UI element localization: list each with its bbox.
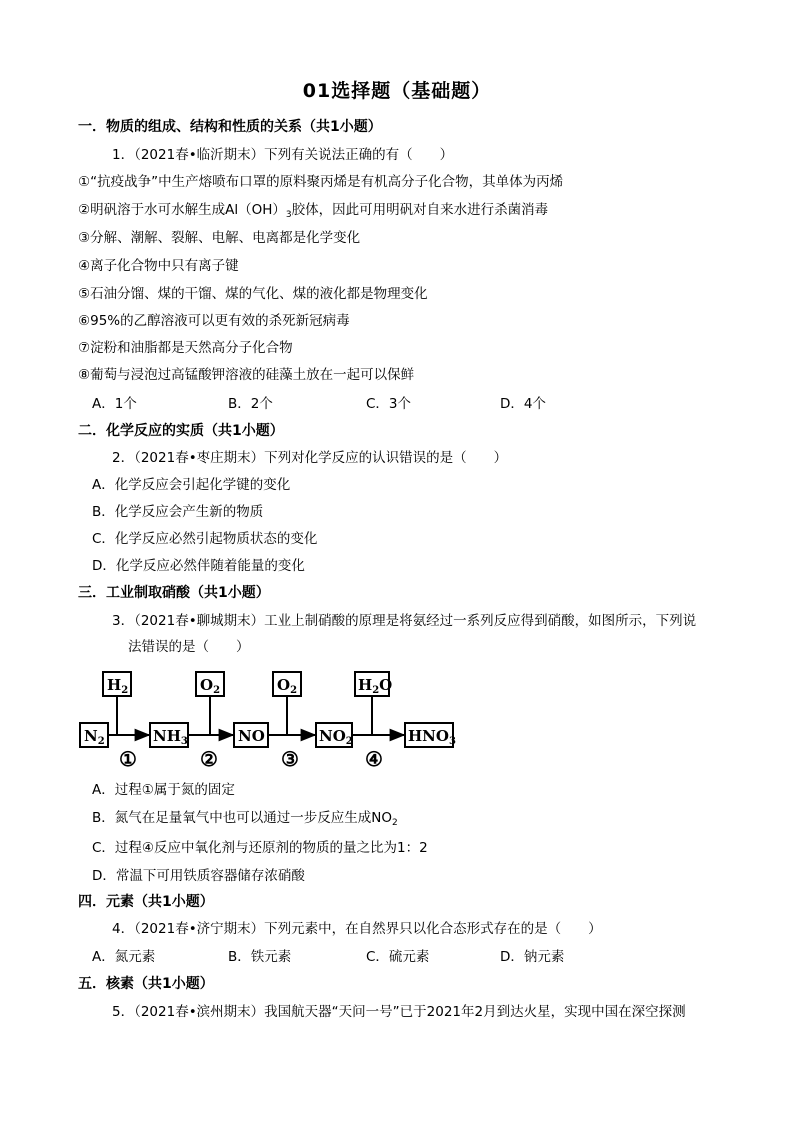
q1-item-2: ②明矾溶于水可水解生成$Al(OH)_3$胶体，因此可用明矾对自来水进行杀菌消毒	[78, 202, 549, 220]
step-4-label: ④	[365, 747, 383, 771]
q1-item-8: ⑧葡萄与浸泡过高锰酸钾溶液的硅藻土放在一起可以保鲜	[78, 367, 415, 383]
q1-option-b[interactable]: B．2个	[228, 396, 273, 412]
q4-option-a[interactable]: A．氮元素	[92, 949, 156, 965]
section-heading-4: 四．元素（共1小题）	[78, 894, 214, 910]
q1-item-6: ⑥95%的乙醇溶液可以更有效的杀死新冠病毒	[78, 313, 350, 329]
q1-item-5: ⑤石油分馏、煤的干馏、煤的气化、煤的液化都是物理变化	[78, 286, 428, 302]
no-label: NO	[238, 727, 265, 745]
q1-option-d[interactable]: D．4个	[500, 396, 546, 412]
n2-label: $N_2$	[84, 727, 105, 747]
section-heading-1: 一．物质的组成、结构和性质的关系（共1小题）	[78, 119, 382, 135]
section-heading-3: 三．工业制取硝酸（共1小题）	[78, 585, 270, 601]
nitric-acid-process-diagram	[76, 668, 466, 772]
q2-option-d[interactable]: D．化学反应必然伴随着能量的变化	[92, 558, 305, 574]
step-2-label: ②	[200, 747, 218, 771]
question-2-stem: 2．（2021春•枣庄期末）下列对化学反应的认识错误的是（ ）	[112, 450, 508, 466]
question-1-stem: 1．（2021春•临沂期末）下列有关说法正确的有（ ）	[112, 147, 454, 163]
h2o-label: $H_2O$	[358, 676, 393, 696]
q1-item-3: ③分解、潮解、裂解、电解、电离都是化学变化	[78, 230, 361, 246]
q3-option-a[interactable]: A．过程①属于氮的固定	[92, 782, 235, 798]
step-3-label: ③	[281, 747, 299, 771]
q1-option-c[interactable]: C．3个	[366, 396, 412, 412]
q2-option-a[interactable]: A．化学反应会引起化学键的变化	[92, 477, 291, 493]
section-heading-5: 五．核素（共1小题）	[78, 976, 214, 992]
q1-item-7: ⑦淀粉和油脂都是天然高分子化合物	[78, 340, 293, 356]
nh3-label: $NH_3$	[153, 727, 188, 747]
question-5-stem: 5．（2021春•滨州期末）我国航天器“天问一号”已于2021年2月到达火星，实现中国在深空探测	[112, 1004, 686, 1020]
question-3-stem-line2: 法错误的是（ ）	[128, 639, 250, 655]
no2-label: $NO_2$	[319, 727, 353, 747]
section-heading-2: 二．化学反应的实质（共1小题）	[78, 423, 284, 439]
q2-option-b[interactable]: B．化学反应会产生新的物质	[92, 504, 264, 520]
q3-option-d[interactable]: D．常温下可用铁质容器储存浓硝酸	[92, 868, 305, 884]
q4-option-c[interactable]: C．硫元素	[366, 949, 430, 965]
o2-label-1: $O_2$	[200, 676, 221, 696]
step-1-label: ①	[119, 747, 137, 771]
q3-option-c[interactable]: C．过程④反应中氧化剂与还原剂的物质的量之比为1：2	[92, 840, 428, 856]
q1-item-1: ①“抗疫战争”中生产熔喷布口罩的原料聚丙烯是有机高分子化合物，其单体为丙烯	[78, 174, 564, 190]
q3-option-b[interactable]: B．氮气在足量氧气中也可以通过一步反应生成$NO_2$	[92, 810, 398, 828]
q4-option-d[interactable]: D．钠元素	[500, 949, 565, 965]
q1-option-a[interactable]: A．1个	[92, 396, 137, 412]
question-4-stem: 4．（2021春•济宁期末）下列元素中，在自然界只以化合态形式存在的是（ ）	[112, 921, 602, 937]
q1-item-4: ④离子化合物中只有离子键	[78, 258, 239, 274]
q2-option-c[interactable]: C．化学反应必然引起物质状态的变化	[92, 531, 318, 547]
q4-option-b[interactable]: B．铁元素	[228, 949, 292, 965]
question-3-stem-line1: 3．（2021春•聊城期末）工业上制硝酸的原理是将氨经过一系列反应得到硝酸，如图所示，下列说	[112, 613, 697, 629]
hno3-label: $HNO_3$	[408, 727, 456, 747]
h2-label: $H_2$	[107, 676, 129, 696]
page-title: 01选择题（基础题）	[302, 80, 492, 102]
o2-label-2: $O_2$	[277, 676, 298, 696]
